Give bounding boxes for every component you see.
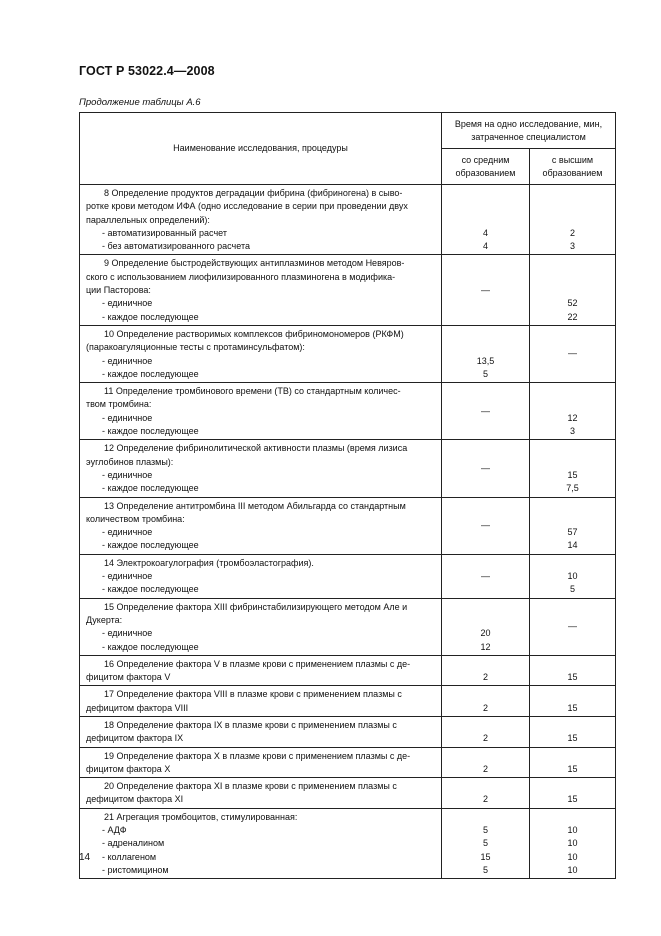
spacer	[530, 719, 615, 732]
time-higher-cell	[530, 383, 616, 440]
time-value: 15	[567, 763, 578, 774]
time-higher-cell	[530, 185, 616, 255]
procedure-title-line: 8 Определение продуктов деградации фибрина (фибриногена) в сыво-	[104, 188, 403, 198]
procedure-name-cell	[80, 778, 442, 809]
time-value: 15	[567, 733, 578, 744]
spacer	[530, 500, 615, 513]
procedure-name-cell	[80, 808, 442, 878]
spacer	[530, 271, 615, 284]
time-value: 2	[569, 227, 575, 238]
time-secondary-cell	[442, 655, 530, 686]
spacer	[530, 811, 615, 824]
table-row	[80, 440, 616, 497]
procedure-name-cell	[80, 686, 442, 717]
time-value: 2	[482, 672, 488, 683]
header-procedure-name: Наименование исследования, процедуры	[80, 113, 442, 185]
procedure-subitem: - каждое последующее	[102, 311, 199, 322]
time-value: 7,5	[566, 483, 579, 494]
procedure-title-line: дефицитом фактора XI	[86, 794, 184, 805]
time-secondary-cell	[442, 497, 530, 554]
procedure-title-line: фицитом фактора V	[86, 672, 171, 683]
procedure-subitem: - каждое последующее	[102, 584, 199, 595]
procedure-subitem: - каждое последующее	[102, 540, 199, 551]
time-secondary-cell	[442, 598, 530, 655]
spacer	[442, 780, 529, 793]
time-secondary-cell	[442, 440, 530, 497]
procedure-title-line: 14 Электрокоагулография (тромбоэластография).	[104, 557, 314, 568]
time-value: 13,5	[476, 355, 495, 366]
procedure-subitem: - каждое последующее	[102, 641, 199, 652]
time-higher-cell	[530, 325, 616, 382]
procedure-title-line: 20 Определение фактора XI в плазме крови с применением плазмы с	[104, 781, 397, 792]
spacer	[530, 385, 615, 398]
time-secondary-cell	[442, 554, 530, 598]
procedure-title-line: ского с использованием лиофилизированного плазминогена в модифика-	[86, 271, 396, 282]
time-value: 4	[482, 227, 488, 238]
procedure-title-line: Дукерта:	[86, 614, 123, 625]
time-value: 5	[482, 825, 488, 836]
spacer	[530, 513, 615, 526]
spacer	[442, 601, 529, 614]
spacer	[530, 456, 615, 469]
time-value: 2	[482, 763, 488, 774]
table-row	[80, 185, 616, 255]
procedure-name-cell	[80, 383, 442, 440]
procedure-title-line: 10 Определение растворимых комплексов фибриномономеров (РКФМ)	[104, 328, 404, 339]
procedure-subitem: - единичное	[102, 355, 153, 366]
time-secondary-cell	[442, 325, 530, 382]
time-secondary-cell	[442, 383, 530, 440]
time-higher-cell	[530, 808, 616, 878]
time-value: 22	[567, 311, 578, 322]
procedure-subitem: - адреналином	[102, 838, 165, 849]
procedure-title-line: 15 Определение фактора XIII фибринстабилизирующего методом Але и	[104, 601, 408, 612]
procedure-subitem: - автоматизированный расчет	[102, 227, 227, 238]
time-value: 14	[567, 540, 578, 551]
table-row	[80, 598, 616, 655]
procedure-name-cell	[80, 554, 442, 598]
procedure-title-line: фицитом фактора X	[86, 763, 171, 774]
spacer	[442, 688, 529, 701]
procedures-table	[79, 112, 616, 879]
time-secondary-cell	[442, 255, 530, 325]
procedure-name-cell	[80, 255, 442, 325]
dash-value: —	[568, 621, 577, 632]
procedure-title-line: (паракоагуляционные тесты с протаминсульфатом):	[86, 342, 305, 353]
table-row	[80, 554, 616, 598]
procedure-title-line: 11 Определение тромбинового времени (ТВ) со стандартным количес-	[104, 386, 401, 397]
time-value: 12	[567, 412, 578, 423]
spacer	[530, 658, 615, 671]
header-higher-education	[530, 149, 616, 185]
procedure-name-cell	[80, 497, 442, 554]
time-higher-cell	[530, 497, 616, 554]
time-value: 3	[569, 426, 575, 437]
time-secondary-cell	[442, 808, 530, 878]
procedure-title-line: 9 Определение быстродействующих антиплазминов методом Невяров-	[104, 258, 405, 269]
procedure-title-line: 19 Определение фактора X в плазме крови с применением плазмы с де-	[104, 750, 411, 761]
time-higher-cell	[530, 255, 616, 325]
procedure-title-line: эуглобинов плазмы):	[86, 456, 174, 467]
time-value: 10	[567, 851, 578, 862]
time-value: 2	[482, 733, 488, 744]
procedure-title-line: ции Пасторова:	[86, 285, 151, 296]
procedure-title-line: 13 Определение антитромбина III методом Абильгарда со стандартным	[104, 500, 406, 511]
procedure-name-cell	[80, 655, 442, 686]
header-time-line: затраченное специалистом	[471, 131, 586, 142]
procedure-title-line: количеством тромбина:	[86, 513, 185, 524]
procedure-subitem: - коллагеном	[102, 851, 157, 862]
table-row	[80, 778, 616, 809]
procedure-name-cell	[80, 598, 442, 655]
procedure-title-line: 21 Агрегация тромбоцитов, стимулированная:	[104, 811, 298, 822]
header-line: образованием	[455, 167, 516, 178]
spacer	[442, 750, 529, 763]
time-value: 12	[480, 641, 491, 652]
time-value: 15	[567, 672, 578, 683]
time-higher-cell	[530, 655, 616, 686]
procedure-subitem: - единичное	[102, 469, 153, 480]
time-value: 20	[480, 628, 491, 639]
time-value: 10	[567, 864, 578, 875]
procedure-title-line: 16 Определение фактора V в плазме крови с применением плазмы с де-	[104, 658, 411, 669]
spacer	[442, 328, 529, 341]
procedure-subitem: - ристомицином	[102, 864, 169, 875]
procedure-title-line: дефицитом фактора VIII	[86, 702, 189, 713]
time-secondary-cell	[442, 778, 530, 809]
procedure-subitem: - единичное	[102, 628, 153, 639]
time-value: 10	[567, 838, 578, 849]
spacer	[530, 257, 615, 270]
time-value: 10	[567, 571, 578, 582]
spacer	[530, 398, 615, 411]
time-value: 15	[567, 794, 578, 805]
time-value: 3	[569, 241, 575, 252]
header-line: образованием	[542, 167, 603, 178]
table-row	[80, 383, 616, 440]
spacer	[530, 284, 615, 297]
page-number: 14	[79, 852, 91, 863]
time-secondary-cell	[442, 716, 530, 747]
table-row	[80, 325, 616, 382]
spacer	[530, 750, 615, 763]
procedure-title-line: 18 Определение фактора IX в плазме крови с применением плазмы с	[104, 719, 397, 730]
procedure-subitem: - без автоматизированного расчета	[102, 241, 250, 252]
time-value: 2	[482, 702, 488, 713]
spacer	[530, 688, 615, 701]
time-higher-cell	[530, 778, 616, 809]
dash-value: —	[481, 570, 490, 581]
spacer	[442, 658, 529, 671]
table-row	[80, 686, 616, 717]
spacer	[530, 187, 615, 200]
time-value: 4	[482, 241, 488, 252]
spacer	[530, 442, 615, 455]
dash-value: —	[481, 462, 490, 473]
procedure-subitem: - единичное	[102, 298, 153, 309]
table-row	[80, 747, 616, 778]
spacer	[442, 719, 529, 732]
procedure-title-line: 17 Определение фактора VIII в плазме крови с применением плазмы с	[104, 689, 402, 700]
header-line: со средним	[461, 154, 510, 165]
header-time-line: Время на одно исследование, мин,	[454, 118, 603, 129]
spacer	[442, 614, 529, 627]
time-value: 15	[480, 851, 491, 862]
procedure-title-line: 12 Определение фибринолитической активности плазмы (время лизиса	[104, 443, 408, 454]
header-line: с высшим	[551, 154, 594, 165]
procedure-name-cell	[80, 325, 442, 382]
header-time	[442, 113, 616, 149]
procedure-subitem: - АДФ	[102, 825, 127, 836]
time-higher-cell	[530, 747, 616, 778]
spacer	[442, 811, 529, 824]
procedure-title-line: дефицитом фактора IX	[86, 733, 184, 744]
time-value: 5	[482, 368, 488, 379]
time-secondary-cell	[442, 185, 530, 255]
table-row	[80, 255, 616, 325]
procedure-subitem: - единичное	[102, 412, 153, 423]
time-secondary-cell	[442, 747, 530, 778]
spacer	[530, 780, 615, 793]
procedure-subitem: - единичное	[102, 527, 153, 538]
procedure-name-cell	[80, 185, 442, 255]
time-value: 5	[482, 864, 488, 875]
procedure-title-line: твом тромбина:	[86, 399, 152, 410]
spacer	[442, 341, 529, 354]
table-row	[80, 497, 616, 554]
procedure-title-line: ротке крови методом ИФА (одно исследование в серии при проведении двух	[86, 201, 408, 212]
dash-value: —	[481, 284, 490, 295]
time-value: 52	[567, 298, 578, 309]
procedure-subitem: - каждое последующее	[102, 368, 199, 379]
procedure-subitem: - каждое последующее	[102, 483, 199, 494]
procedure-subitem: - каждое последующее	[102, 426, 199, 437]
time-value: 5	[482, 838, 488, 849]
dash-value: —	[481, 405, 490, 416]
time-secondary-cell	[442, 686, 530, 717]
table-caption: Продолжение таблицы А.6	[79, 97, 201, 108]
procedure-name-cell	[80, 440, 442, 497]
procedure-name-cell	[80, 716, 442, 747]
time-value: 10	[567, 825, 578, 836]
dash-value: —	[481, 519, 490, 530]
dash-value: —	[568, 348, 577, 359]
time-higher-cell	[530, 598, 616, 655]
procedure-name-cell	[80, 747, 442, 778]
table-row	[80, 808, 616, 878]
procedure-subitem: - единичное	[102, 571, 153, 582]
time-higher-cell	[530, 686, 616, 717]
spacer	[530, 557, 615, 570]
time-value: 57	[567, 527, 578, 538]
document-title: ГОСТ Р 53022.4—2008	[79, 64, 215, 78]
time-value: 2	[482, 794, 488, 805]
spacer	[530, 214, 615, 227]
spacer	[442, 187, 529, 200]
spacer	[442, 200, 529, 213]
time-value: 15	[567, 702, 578, 713]
time-higher-cell	[530, 716, 616, 747]
time-value: 5	[569, 584, 575, 595]
table-row	[80, 716, 616, 747]
time-higher-cell	[530, 554, 616, 598]
spacer	[530, 200, 615, 213]
time-value: 15	[567, 469, 578, 480]
table-row	[80, 655, 616, 686]
time-higher-cell	[530, 440, 616, 497]
procedure-title-line: параллельных определений):	[86, 214, 210, 225]
spacer	[442, 214, 529, 227]
header-secondary-education	[442, 149, 530, 185]
